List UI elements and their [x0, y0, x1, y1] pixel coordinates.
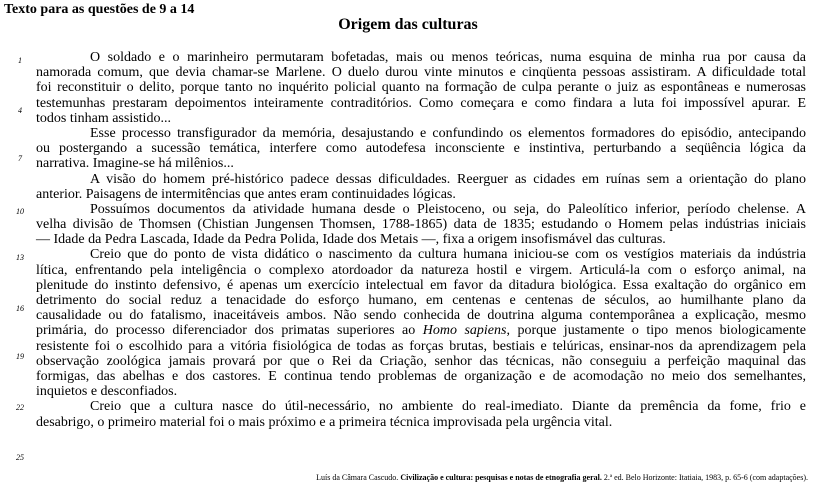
text-line: todos tinham assistido... [36, 110, 171, 126]
text-line: resistente foi o escolhido para a vitória fisiológica de todas as forças brutas, bestiais e telúricas, ensinar-nos da aprendizagem pela [36, 338, 806, 354]
questions-header: Texto para as questões de 9 a 14 [4, 2, 195, 17]
text-line: anterior. Paisagens de intermitências que antes eram continuidades lógicas. [36, 186, 456, 202]
text-line: foi reconstituir o delito, porque tanto no inquérito policial quanto na formação de culpa perante o juiz as espontâneas e numerosas [36, 80, 806, 96]
line-number: 25 [16, 453, 24, 462]
text-line: observação zoológica jamais provará por que o Rei da Criação, senhor das técnicas, não conseguiu a perfeição maquinal das [36, 353, 806, 369]
text-line: Esse processo transfigurador da memória, desajustando e confundindo os elementos formadores do episódio, antecipando [90, 125, 806, 141]
source-credit [316, 473, 808, 482]
line-number: 7 [18, 154, 22, 163]
text-line: inquietos e desconfiados. [36, 384, 178, 400]
text-line: detrimento do social reduz a tenacidade do esforço humano, em centenas e centenas de séculos, ao humilhante plano da [36, 293, 806, 308]
credit-work: Civilização e cultura: pesquisas e notas de etnografia geral. [400, 473, 602, 482]
text-line: lítica, enfrentando pela inteligência o complexo atordoador da natureza hostil e virgem. Articulá-la com o esforço animal, na [36, 262, 806, 278]
text-line: Possuímos documentos da atividade humana desde o Pleistoceno, ou seja, do Paleolítico inferior, período chelense. A [90, 201, 806, 217]
italic-term: Homo sapiens [422, 323, 507, 339]
text-line: testemunhas prestaram depoimentos inteiramente contraditórios. Como começara e como findara a luta foi impossível apurar. E [36, 95, 806, 111]
line-number: 1 [18, 56, 22, 65]
text-line: velha divisão de Thomsen (Chistian Jungensen Thomsen, 1788-1865) data de 1835; estudando o Homem pelas indústrias iniciais [36, 217, 806, 233]
line-number: 19 [16, 352, 24, 361]
credit-author: Luís da Câmara Cascudo. [316, 473, 399, 482]
text-line: plenitude do instinto defensivo, é apenas um exercício intelectual em favor da ditadura biológica. Essa exaltação do orgânico em [36, 277, 806, 293]
text-line: namorada comum, que devia chamar-se Marlene. O duelo durou vinte minutos e cinqüenta pessoas assistiram. A dificuldade total [36, 65, 806, 81]
text-line: narrativa. Imagine-se há milênios... [36, 156, 234, 172]
text-line: A visão do homem pré-histórico padece dessas dificuldades. Reerguer as cidades em ruínas sem a orientação do plano [90, 171, 806, 187]
text-line: causalidade ou do fatalismo, inaceitáveis ambos. Não sendo conhecida de doutrina alguma contemporânea a explicação, mesmo [36, 308, 806, 324]
line-number: 10 [16, 207, 24, 216]
text-line: formigas, das abelhas e dos castores. E continua tendo problemas de organização e de acomodação no meio dos semelhantes, [36, 368, 806, 384]
passage-body [36, 50, 806, 430]
credit-edition: 2.ª ed. Belo Horizonte: Itatiaia, 1983, p. 65-6 (com adaptações). [603, 473, 808, 482]
line-number: 13 [16, 253, 24, 262]
text-line: Creio que a cultura nasce do útil-necessário, no ambiente do real-imediato. Diante da premência da fome, frio e [90, 399, 806, 415]
line-number: 16 [16, 304, 24, 313]
text-title: Origem das culturas [338, 16, 478, 33]
text-line: — Idade da Pedra Lascada, Idade da Pedra Polida, Idade dos Metais —, fixa a origem insofismável das culturas. [36, 232, 666, 248]
text-line: desabrigo, o primeiro material foi o mais próximo e a primeira técnica improvisada pela urgência vital. [36, 414, 613, 430]
line-number: 4 [18, 106, 22, 115]
text-line: Creio que do ponto de vista didático o nascimento da cultura humana iniciou-se com os vestígios materiais da indústria [90, 247, 806, 263]
text-line: primária, do processo diferenciador dos primatas superiores ao Homo sapiens, porque justamente o tipo menos biologicamente [36, 323, 806, 339]
line-number: 22 [16, 403, 24, 412]
text-line: ou postergando a sucessão temática, interfere como autodefesa inconsciente e instintiva, perturbando a seqüência lógica da [36, 141, 806, 157]
text-line: O soldado e o marinheiro permutaram bofetadas, mais ou menos teóricas, numa esquina de minha rua por causa da [90, 50, 806, 65]
